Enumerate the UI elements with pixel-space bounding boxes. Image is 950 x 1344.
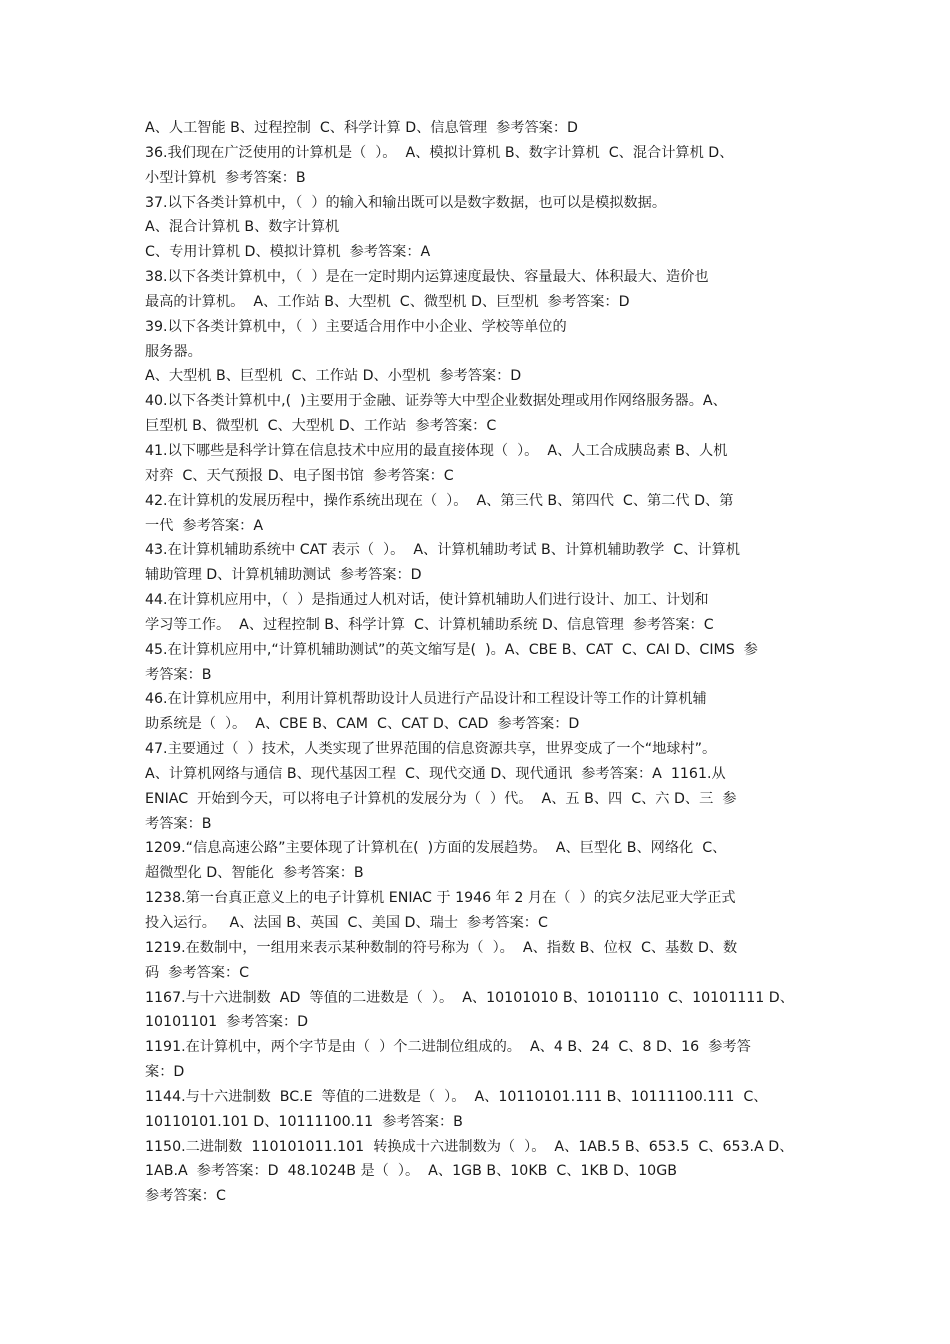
text-line: 考答案：B <box>145 666 212 683</box>
text-line: 41.以下哪些是科学计算在信息技术中应用的最直接体现（ ）。 A、人工合成胰岛素 B、人机 <box>145 442 728 459</box>
text-line: 小型计算机 参考答案：B <box>145 169 306 186</box>
text-line: 44.在计算机应用中，（ ）是指通过人机对话，使计算机辅助人们进行设计、加工、计划和 <box>145 592 709 609</box>
text-line: A、人工智能 B、过程控制 C、科学计算 D、信息管理 参考答案：D <box>145 120 578 136</box>
text-line: 最高的计算机。 A、工作站 B、大型机 C、微型机 D、巨型机 参考答案：D <box>145 293 630 310</box>
text-line: 投入运行。 A、法国 B、英国 C、美国 D、瑞士 参考答案：C <box>145 915 548 931</box>
text-line: 40.以下各类计算机中,( )主要用于金融、证券等大中型企业数据处理或用作网络服务器。A、 <box>145 393 727 410</box>
text-line: 10101101 参考答案：D <box>145 1014 309 1031</box>
text-line: A、混合计算机 B、数字计算机 <box>145 219 340 236</box>
text-line: 超微型化 D、智能化 参考答案：B <box>145 865 364 882</box>
text-line: 39.以下各类计算机中，（ ）主要适合用作中小企业、学校等单位的 <box>145 318 567 335</box>
text-line: 辅助管理 D、计算机辅助测试 参考答案：D <box>145 567 422 584</box>
text-line: 43.在计算机辅助系统中 CAT 表示（ ）。 A、计算机辅助考试 B、计算机辅助教学 C、计算机 <box>145 542 740 559</box>
text-line: 1144.与十六进制数 BC.E 等值的二进数是（ ）。 A、10110101.111 B、10111100.111 C、 <box>145 1088 768 1105</box>
text-line: 42.在计算机的发展历程中，操作系统出现在（ ）。 A、第三代 B、第四代 C、第二代 D、第 <box>145 492 734 509</box>
text-line: 1150.二进制数 110101011.101 转换成十六进制数为（ ）。 A、1AB.5 B、653.5 C、653.A D、 <box>145 1138 794 1155</box>
text-line: 参考答案：C <box>145 1188 226 1205</box>
text-line: 一代 参考答案：A <box>145 517 264 534</box>
document-body <box>145 116 813 1209</box>
text-line: ENIAC 开始到今天，可以将电子计算机的发展分为（ ）代。 A、五 B、四 C、六 D、三 参 <box>145 790 737 807</box>
text-line: 1167.与十六进制数 AD 等值的二进数是（ ）。 A、10101010 B、10101110 C、10101111 D、 <box>145 989 794 1006</box>
text-line: A、计算机网络与通信 B、现代基因工程 C、现代交通 D、现代通讯 参考答案：A 1161.从 <box>145 765 726 782</box>
text-line: 服务器。 <box>145 343 202 360</box>
text-line: C、专用计算机 D、模拟计算机 参考答案：A <box>145 244 431 261</box>
text-line: 37.以下各类计算机中，（ ）的输入和输出既可以是数字数据，也可以是模拟数据。 <box>145 194 667 211</box>
text-line: 36.我们现在广泛使用的计算机是（ ）。 A、模拟计算机 B、数字计算机 C、混合计算机 D、 <box>145 144 734 161</box>
text-line: 助系统是（ ）。 A、CBE B、CAM C、CAT D、CAD 参考答案：D <box>145 716 580 733</box>
text-line: 38.以下各类计算机中，（ ）是在一定时期内运算速度最快、容量最大、体积最大、造价也 <box>145 269 709 286</box>
text-line: 1209.“信息高速公路”主要体现了计算机在( )方面的发展趋势。 A、巨型化 B、网络化 C、 <box>145 840 727 857</box>
text-line: 巨型机 B、微型机 C、大型机 D、工作站 参考答案：C <box>145 418 497 435</box>
text-line: 1219.在数制中，一组用来表示某种数制的符号称为（ ）。 A、指数 B、位权 C、基数 D、数 <box>145 939 738 956</box>
text-line: 45.在计算机应用中,“计算机辅助测试”的英文缩写是( )。A、CBE B、CAT C、CAI D、CIMS 参 <box>145 641 758 658</box>
text-line: 47.主要通过（ ）技术，人类实现了世界范围的信息资源共享，世界变成了一个“地球村”。 <box>145 741 717 758</box>
text-line: 考答案：B <box>145 815 212 832</box>
text-line: 案：D <box>145 1064 185 1081</box>
text-line: 46.在计算机应用中，利用计算机帮助设计人员进行产品设计和工程设计等工作的计算机辅 <box>145 691 707 708</box>
text-line: 学习等工作。 A、过程控制 B、科学计算 C、计算机辅助系统 D、信息管理 参考答案：C <box>145 616 714 633</box>
text-line: 10110101.101 D、10111100.11 参考答案：B <box>145 1113 463 1130</box>
text-line: 1238.第一台真正意义上的电子计算机 ENIAC 于 1946 年 2 月在（ ）的宾夕法尼亚大学正式 <box>145 890 736 907</box>
text-line: 1AB.A 参考答案：D 48.1024B 是（ ）。 A、1GB B、10KB C、1KB D、10GB <box>145 1163 677 1180</box>
text-line: 1191.在计算机中，两个字节是由（ ）个二进制位组成的。 A、4 B、24 C、8 D、16 参考答 <box>145 1039 751 1056</box>
text-line: 码 参考答案：C <box>145 964 250 981</box>
text-line: 对弈 C、天气预报 D、电子图书馆 参考答案：C <box>145 467 454 484</box>
text-line: A、大型机 B、巨型机 C、工作站 D、小型机 参考答案：D <box>145 368 522 385</box>
